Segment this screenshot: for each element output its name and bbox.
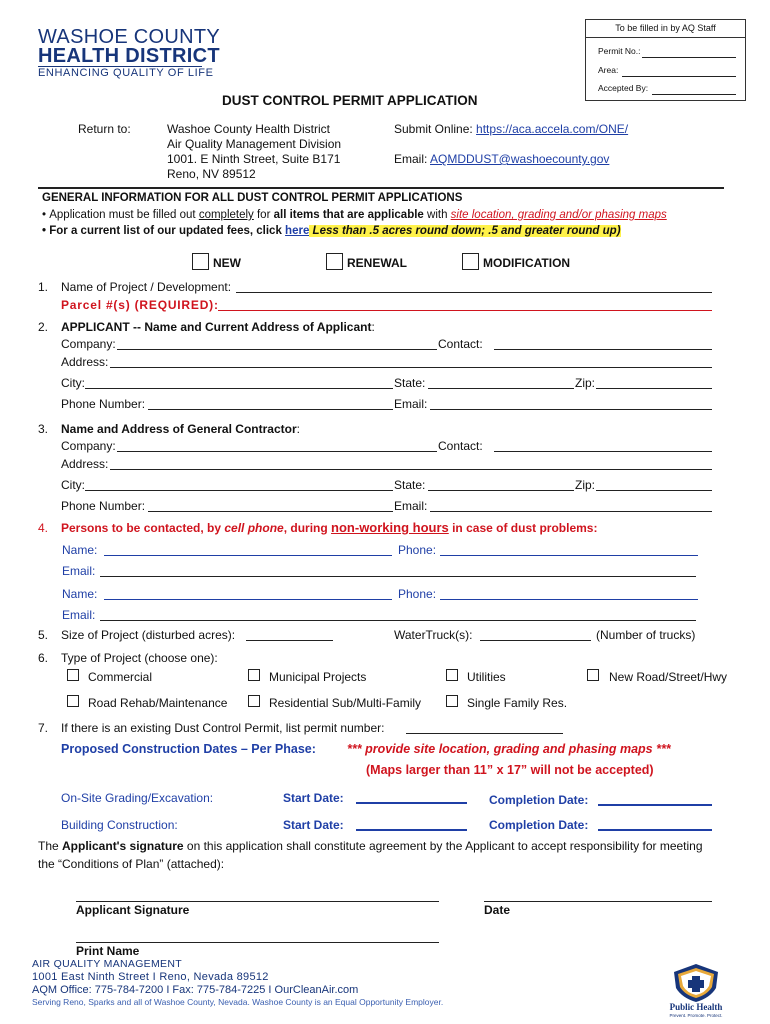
q2-contact-label: Contact: [438, 337, 483, 351]
q4-phone2-field[interactable] [440, 599, 698, 600]
parcel-field[interactable] [218, 310, 712, 311]
staff-area-field[interactable] [622, 76, 736, 77]
q4-email1-label: Email: [62, 564, 96, 578]
q4-name1-label: Name: [62, 543, 98, 557]
q3-city-label: City: [61, 478, 85, 492]
q4-text-d: non-working hours [331, 520, 449, 535]
bullet-dot: • [42, 225, 50, 237]
municipal-label: Municipal Projects [269, 670, 367, 684]
q3-number: 3. [38, 422, 49, 436]
bullet-dot: • [42, 209, 50, 221]
maps-size-note: (Maps larger than 11” x 17” will not be accepted) [366, 763, 654, 777]
print-name-field[interactable] [76, 942, 439, 943]
q3-label [61, 422, 300, 436]
onsite-start-field[interactable] [356, 802, 467, 804]
q2-state-field[interactable] [428, 388, 574, 389]
bullet1-text-d: all items that are applicable [273, 209, 424, 221]
q3-contact-label: Contact: [438, 439, 483, 453]
q2-contact-field[interactable] [494, 349, 712, 350]
q3-state-field[interactable] [428, 490, 574, 491]
q3-company-field[interactable] [117, 451, 437, 452]
building-completion-label: Completion Date: [489, 818, 589, 832]
fees-here-link[interactable]: here [285, 225, 310, 237]
utilities-checkbox[interactable] [446, 669, 458, 681]
onsite-completion-label: Completion Date: [489, 793, 589, 807]
q3-address-field[interactable] [110, 469, 712, 470]
new-road-checkbox[interactable] [587, 669, 599, 681]
q3-email-field[interactable] [430, 511, 712, 512]
renewal-checkbox[interactable] [326, 253, 343, 270]
water-truck-field[interactable] [480, 640, 591, 641]
return-address-3: 1001. E Ninth Street, Suite B171 [167, 152, 341, 166]
q2-company-field[interactable] [117, 349, 437, 350]
bullet1-text-a: Application must be filled out [49, 209, 199, 221]
q4-name2-label: Name: [62, 587, 98, 601]
public-health-badge [662, 962, 730, 1020]
q2-address-field[interactable] [110, 367, 712, 368]
q3-city-field[interactable] [85, 490, 393, 491]
submit-online [394, 122, 628, 136]
applicant-signature-field[interactable] [76, 901, 439, 902]
q3-colon: : [296, 422, 300, 436]
q7-label: If there is an existing Dust Control Permit, list permit number: [61, 721, 385, 735]
logo-line3: ENHANCING QUALITY OF LIFE [38, 67, 214, 79]
q4-phone1-field[interactable] [440, 555, 698, 556]
q4-text-c: , during [283, 521, 332, 535]
commercial-label: Commercial [88, 670, 153, 684]
q3-phone-label: Phone Number: [61, 499, 146, 513]
print-name-label: Print Name [76, 944, 140, 958]
bullet2-text-a: For a current list of our updated fees, click [49, 225, 286, 237]
new-checkbox[interactable] [192, 253, 209, 270]
return-address-2: Air Quality Management Division [167, 137, 342, 151]
q2-email-field[interactable] [430, 409, 712, 410]
q4-email2-label: Email: [62, 608, 96, 622]
agreement-line1 [38, 839, 703, 853]
return-address-4: Reno, NV 89512 [167, 167, 256, 181]
agreement-line2: the “Conditions of Plan” (attached): [38, 857, 225, 871]
q3-address-label: Address: [61, 457, 109, 471]
q6-label: Type of Project (choose one): [61, 651, 218, 665]
general-heading: GENERAL INFORMATION FOR ALL DUST CONTROL PERMIT APPLICATIONS [42, 192, 463, 204]
parcel-label: Parcel #(s) (REQUIRED): [61, 298, 219, 312]
q2-number: 2. [38, 320, 49, 334]
footer-line2: 1001 East Ninth Street I Reno, Nevada 89512 [32, 971, 269, 983]
acres-field[interactable] [246, 640, 333, 641]
q4-name2-field[interactable] [104, 599, 392, 600]
single-family-checkbox[interactable] [446, 695, 458, 707]
project-name-field[interactable] [236, 292, 712, 293]
q2-address-label: Address: [61, 355, 109, 369]
staff-box-header: To be filled in by AQ Staff [586, 20, 745, 38]
water-truck-label: WaterTruck(s): [394, 628, 473, 642]
road-rehab-checkbox[interactable] [67, 695, 79, 707]
q3-company-label: Company: [61, 439, 116, 453]
staff-accepted-label: Accepted By: [598, 83, 649, 93]
residential-label: Residential Sub/Multi-Family [269, 696, 422, 710]
bullet1-text-e: with [423, 209, 451, 221]
q2-phone-label: Phone Number: [61, 397, 146, 411]
logo-line2: HEALTH DISTRICT [38, 45, 220, 67]
existing-permit-field[interactable] [406, 733, 563, 734]
staff-accepted-field[interactable] [652, 94, 736, 95]
q4-text-b: cell phone [224, 521, 284, 535]
q5-number: 5. [38, 628, 49, 642]
new-road-label: New Road/Street/Hwy [609, 670, 728, 684]
badge-tagline: Prevent. Promote. Protect. [669, 1013, 723, 1018]
building-start-field[interactable] [356, 829, 467, 831]
onsite-grading-label: On-Site Grading/Excavation: [61, 791, 214, 805]
commercial-checkbox[interactable] [67, 669, 79, 681]
bullet1-text-b: completely [198, 209, 254, 221]
q3-contact-field[interactable] [494, 451, 712, 452]
q4-text-a: Persons to be contacted, by [61, 521, 225, 535]
bullet1-text-f: site location, grading and/or phasing maps [450, 209, 667, 221]
water-truck-note: (Number of trucks) [596, 628, 696, 642]
proposed-dates-label: Proposed Construction Dates – Per Phase: [61, 742, 316, 756]
q4-email1-field[interactable] [100, 576, 696, 577]
agreement-text-b: Applicant's signature [62, 839, 184, 853]
submit-url-link[interactable]: https://aca.accela.com/ONE/ [476, 122, 629, 136]
q4-label [61, 520, 597, 535]
onsite-start-label: Start Date: [283, 791, 344, 805]
badge-title: Public Health [669, 1002, 723, 1012]
date-field[interactable] [484, 901, 712, 902]
footer-line3: AQM Office: 775-784-7200 I Fax: 775-784-7225 I OurCleanAir.com [32, 984, 359, 996]
q2-email-label: Email: [394, 397, 428, 411]
q3-zip-label: Zip: [575, 478, 596, 492]
modification-label: MODIFICATION [483, 256, 571, 270]
municipal-checkbox[interactable] [248, 669, 260, 681]
onsite-completion-field[interactable] [598, 804, 712, 806]
modification-checkbox[interactable] [462, 253, 479, 270]
q4-email2-field[interactable] [100, 620, 696, 621]
q3-label-text: Name and Address of General Contractor [61, 422, 297, 436]
agreement-text-c: on this application shall constitute agreement by the Applicant to accept responsibility for meeting [183, 839, 703, 853]
q4-name1-field[interactable] [104, 555, 392, 556]
section-rule [38, 187, 724, 189]
q5-label: Size of Project (disturbed acres): [61, 628, 236, 642]
q3-state-label: State: [394, 478, 426, 492]
footer-line4: Serving Reno, Sparks and all of Washoe County, Nevada. Washoe County is an Equal Opportunity Employer. [32, 997, 444, 1007]
staff-permit-field[interactable] [642, 57, 736, 58]
staff-permit-label: Permit No.: [598, 46, 641, 56]
utilities-label: Utilities [467, 670, 506, 684]
q4-phone1-label: Phone: [398, 543, 437, 557]
submit-email [394, 152, 609, 166]
building-construction-label: Building Construction: [61, 818, 178, 832]
provide-maps-note: *** provide site location, grading and phasing maps *** [347, 742, 671, 756]
q1-number: 1. [38, 280, 49, 294]
q4-text-e: in case of dust problems: [448, 521, 598, 535]
staff-box [585, 19, 746, 101]
date-label: Date [484, 903, 511, 917]
q3-phone-field[interactable] [148, 511, 393, 512]
q2-phone-field[interactable] [148, 409, 393, 410]
q7-number: 7. [38, 721, 49, 735]
return-to-label: Return to: [78, 122, 131, 136]
q4-phone2-label: Phone: [398, 587, 437, 601]
q2-label-text: APPLICANT -- Name and Current Address of Applicant [61, 320, 372, 334]
bullet2-note: Less than .5 acres round down; .5 and greater round up) [309, 225, 621, 237]
q2-state-label: State: [394, 376, 426, 390]
new-label: NEW [213, 256, 241, 270]
residential-checkbox[interactable] [248, 695, 260, 707]
email-link[interactable]: AQMDDUST@washoecounty.gov [430, 152, 610, 166]
general-bullet-2 [42, 225, 621, 237]
footer-line1: AIR QUALITY MANAGEMENT [32, 958, 182, 970]
page-title: DUST CONTROL PERMIT APPLICATION [222, 93, 478, 108]
q2-company-label: Company: [61, 337, 116, 351]
agreement-text-a: The [38, 839, 63, 853]
q4-number: 4. [38, 521, 49, 535]
general-bullet-1 [42, 209, 667, 221]
road-rehab-label: Road Rehab/Maintenance [88, 696, 228, 710]
staff-area-label: Area: [598, 65, 619, 75]
q2-zip-field[interactable] [596, 388, 712, 389]
building-start-label: Start Date: [283, 818, 344, 832]
q6-number: 6. [38, 651, 49, 665]
public-health-shield-icon [662, 962, 730, 1002]
submit-label: Submit Online: [394, 122, 477, 136]
applicant-signature-label: Applicant Signature [76, 903, 190, 917]
q3-zip-field[interactable] [596, 490, 712, 491]
q2-city-label: City: [61, 376, 85, 390]
single-family-label: Single Family Res. [467, 696, 568, 710]
return-address-1: Washoe County Health District [167, 122, 330, 136]
logo-line1: WASHOE COUNTY [38, 26, 221, 48]
q2-label [61, 320, 375, 334]
q2-colon: : [371, 320, 375, 334]
renewal-label: RENEWAL [347, 256, 407, 270]
q2-zip-label: Zip: [575, 376, 596, 390]
q2-city-field[interactable] [85, 388, 393, 389]
bullet1-text-c: for [253, 209, 274, 221]
building-completion-field[interactable] [598, 829, 712, 831]
q3-email-label: Email: [394, 499, 428, 513]
email-label: Email: [394, 152, 431, 166]
q1-label: Name of Project / Development: [61, 280, 232, 294]
